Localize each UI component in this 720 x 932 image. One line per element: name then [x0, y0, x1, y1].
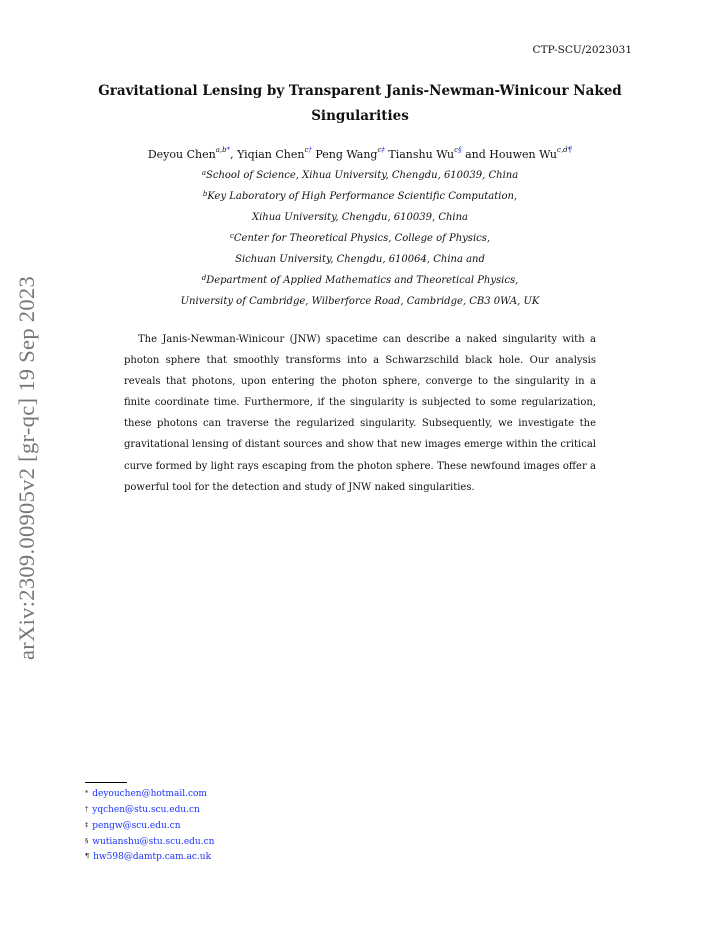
affiliation-line: $^b$Key Laboratory of High Performance Scientific Computation, — [202, 190, 518, 202]
arxiv-stamp: arXiv:2309.00905v2 [gr-qc] 19 Sep 2023 — [14, 275, 39, 660]
affiliation-line: $^c$Center for Theoretical Physics, College of Physics, — [229, 232, 491, 244]
author-footnote-link[interactable]: ¶ — [567, 146, 573, 154]
affiliation-line: Sichuan University, Chengdu, 610064, China and — [235, 254, 485, 265]
author-name: Houwen Wu — [489, 148, 558, 161]
author-name: Peng Wang — [315, 148, 378, 161]
author-footnote-link[interactable]: * — [226, 146, 231, 154]
footnote: ‡ pengw@scu.edu.cn — [85, 821, 181, 831]
author-list: Deyou Chen$^{a,b*}$, Yiqian Chen$^{c\dagger}$ Peng Wang$^{c\ddagger}$ Tianshu $Wu^{c\S}$ and Houwen $Wu^{c,d\P}$ — [147, 146, 573, 161]
author-name: Yiqian Chen — [237, 148, 305, 161]
author-affiliation-mark: a,b — [215, 146, 227, 154]
footnote: § wutianshu@stu.scu.edu.cn — [85, 837, 215, 847]
email-link[interactable]: yqchen@stu.scu.edu.cn — [92, 805, 200, 815]
email-link[interactable]: deyouchen@hotmail.com — [92, 789, 207, 799]
abstract-text: The Janis-Newman-Winicour (JNW) spacetime can describe a naked singularity with a photon sphere that smoothly transforms into a Schwarzschild black hole. Our analysis reveals that photons, upon entering the photon sphere, converge to the singularity in a finite coordinate time. Furthermore, if the singularity is subjected to some regularization, these photons can traverse the regularized singularity. Subsequently, we investigate the gravitational lensing of distant sources and show that new images emerge within the critical curve formed by light rays escaping from the photon sphere. These newfound images offer a powerful tool for the detection and study of JNW naked singularities. — [124, 334, 596, 493]
affiliation-line: Xihua University, Chengdu, 610039, China — [251, 212, 469, 223]
footnote: † yqchen@stu.scu.edu.cn — [85, 805, 200, 815]
affiliation-line: University of Cambridge, Wilberforce Road, Cambridge, CB3 0WA, UK — [180, 296, 540, 307]
author-affiliation-mark: c,d — [557, 146, 568, 154]
author-affiliation-mark: c — [377, 146, 382, 154]
author-name: Deyou Chen — [147, 148, 216, 161]
footnote: ¶ hw598@damtp.cam.ac.uk — [85, 852, 212, 862]
report-number: CTP-SCU/2023031 — [532, 44, 632, 56]
email-link[interactable]: hw598@damtp.cam.ac.uk — [93, 852, 212, 862]
author-affiliation-mark: c — [304, 146, 309, 154]
paper-title-line-1: Gravitational Lensing by Transparent Janis-Newman-Winicour Naked — [98, 83, 622, 99]
abstract — [124, 329, 596, 498]
author-footnote-link[interactable]: ‡ — [381, 146, 385, 154]
affiliation-line: $^d$Department of Applied Mathematics and Theoretical Physics, — [201, 274, 519, 286]
footnote-rule — [85, 782, 127, 783]
email-link[interactable]: wutianshu@stu.scu.edu.cn — [92, 837, 215, 847]
paper-title-line-2: Singularities — [311, 108, 409, 124]
author-name: Tianshu Wu — [388, 148, 455, 161]
footnote: * deyouchen@hotmail.com — [85, 789, 207, 799]
author-affiliation-mark: c — [454, 146, 459, 154]
affiliation-line: $^a$School of Science, Xihua University, Chengdu, 610039, China — [201, 169, 519, 181]
author-joiner: and — [465, 148, 486, 161]
author-footnote-link[interactable]: † — [308, 146, 312, 154]
email-link[interactable]: pengw@scu.edu.cn — [92, 821, 181, 831]
author-footnote-link[interactable]: § — [458, 146, 462, 154]
